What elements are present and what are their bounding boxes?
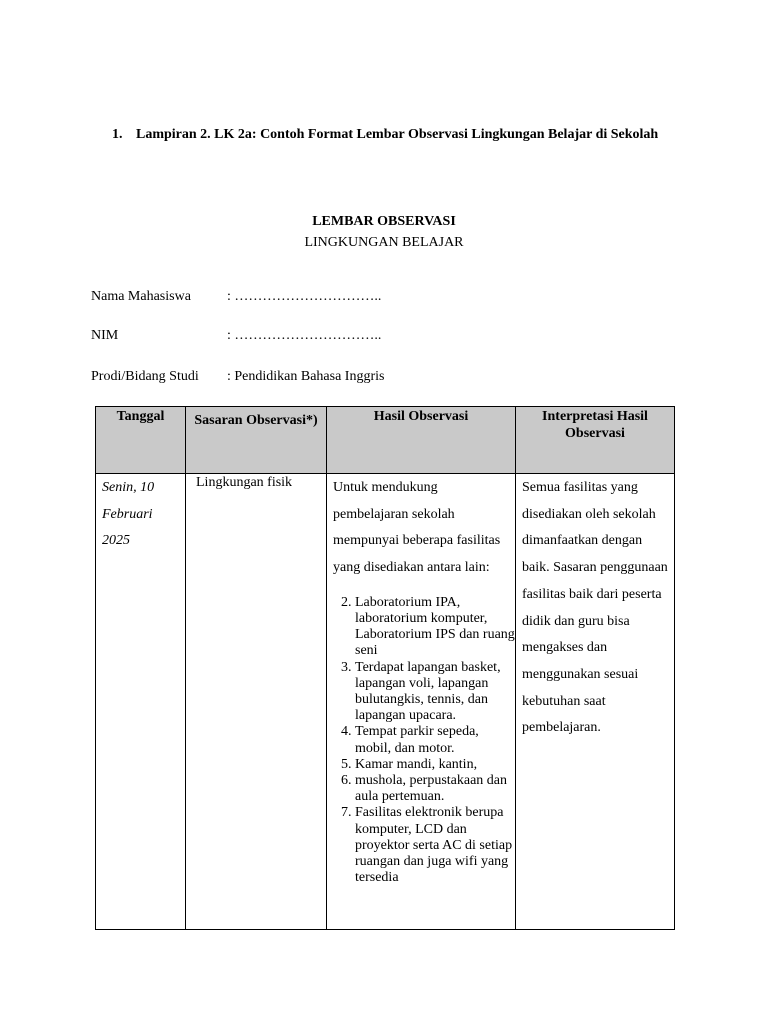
field-value-prodi: : Pendidikan Bahasa Inggris: [227, 369, 385, 384]
facility-list-item: 5. Kamar mandi, kantin,: [355, 757, 515, 773]
field-label-nim: NIM: [91, 328, 119, 343]
facility-list: [327, 595, 515, 887]
facility-list-item: 7. Fasilitas elektronik berupa komputer, LCD dan proyektor serta AC di setiap ruangan dan juga wifi yang tersedia: [355, 805, 515, 886]
heading-number: 1.: [112, 127, 123, 142]
document-title: LEMBAR OBSERVASI: [312, 214, 456, 229]
field-value-nama: : …………………………..: [227, 289, 382, 304]
cell-hasil: [327, 474, 516, 930]
field-label-nama: Nama Mahasiswa: [91, 289, 191, 304]
cell-tanggal: Senin, 10 Februari 2025: [96, 474, 186, 930]
hasil-intro: Untuk mendukung pembelajaran sekolah mempunyai beberapa fasilitas yang disediakan antara lain:: [333, 480, 501, 576]
header-hasil: Hasil Observasi: [327, 407, 516, 474]
observation-table: [95, 406, 675, 930]
heading-text: Lampiran 2. LK 2a: Contoh Format Lembar Observasi Lingkungan Belajar di Sekolah: [136, 127, 659, 142]
header-tanggal: Tanggal: [96, 407, 186, 474]
document-subtitle: LINGKUNGAN BELAJAR: [304, 235, 464, 250]
header-sasaran: Sasaran Observasi*): [186, 407, 327, 474]
facility-list-item: 3. Terdapat lapangan basket, lapangan voli, lapangan bulutangkis, tennis, dan lapangan upacara.: [355, 660, 515, 725]
cell-interpretasi: Semua fasilitas yang disediakan oleh sekolah dimanfaatkan dengan baik. Sasaran penggunaan fasilitas baik dari peserta didik dan guru bisa mengakses dan menggunakan sesuai kebutuhan saat pembelajaran.: [516, 474, 675, 930]
field-label-prodi: Prodi/Bidang Studi: [91, 369, 199, 384]
facility-list-item: 2. Laboratorium IPA, laboratorium komputer, Laboratorium IPS dan ruang seni: [355, 595, 515, 660]
cell-sasaran: Lingkungan fisik: [186, 474, 327, 930]
facility-list-item: 4. Tempat parkir sepeda, mobil, dan motor.: [355, 724, 515, 756]
facility-list-item: 6. mushola, perpustakaan dan aula pertemuan.: [355, 773, 515, 805]
field-value-nim: : …………………………..: [227, 328, 382, 343]
table-row: [96, 474, 675, 930]
table-header-row: [96, 407, 675, 474]
header-interpretasi: Interpretasi Hasil Observasi: [516, 407, 675, 474]
